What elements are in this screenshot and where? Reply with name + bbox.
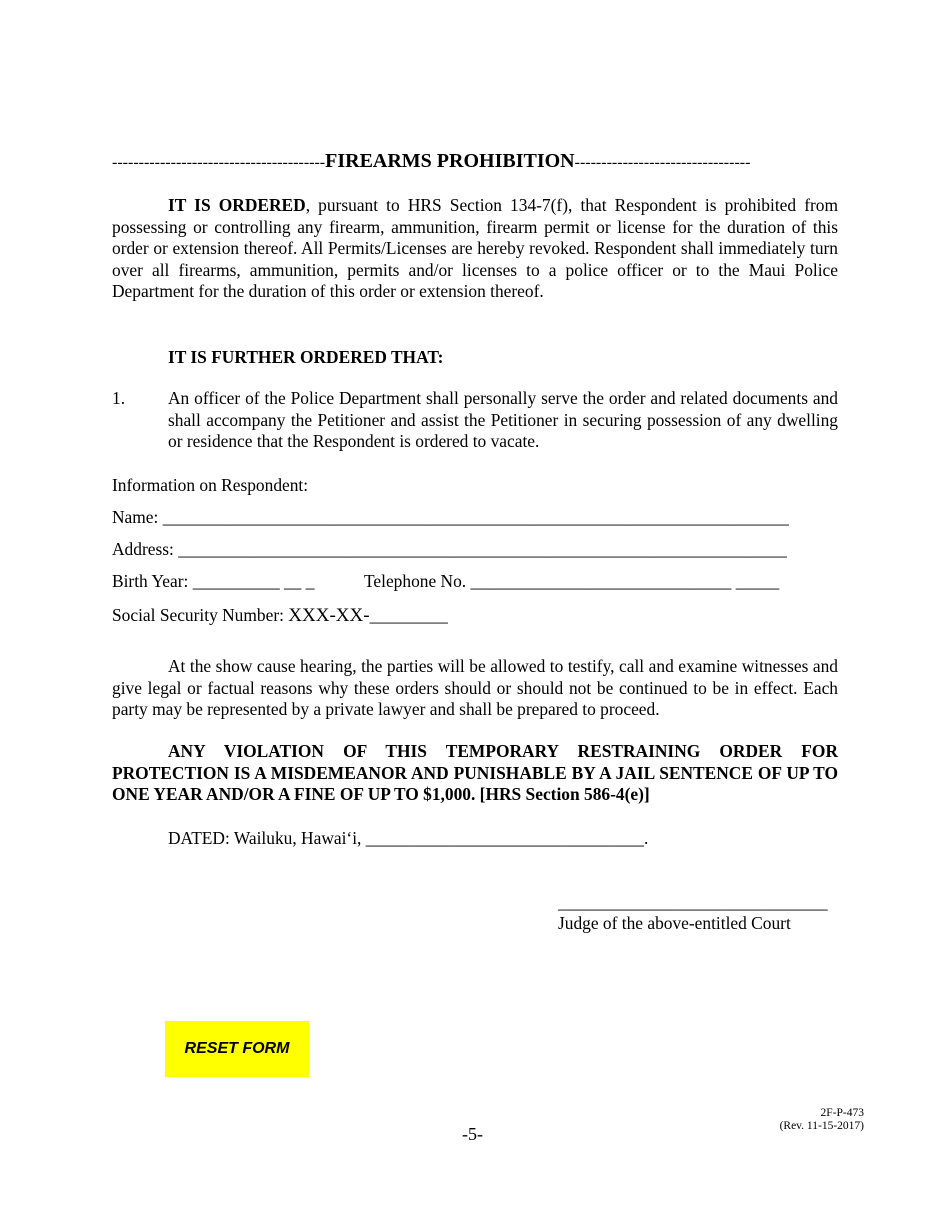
signature-line: _______________________________ xyxy=(558,892,828,912)
reset-form-button[interactable]: RESET FORM xyxy=(165,1021,309,1077)
ssn-prefix: XXX-XX- xyxy=(288,605,370,626)
birth-year-row xyxy=(112,570,314,592)
item-number: 1. xyxy=(112,388,126,408)
birth-year-field[interactable]: __________ __ _ xyxy=(192,571,315,591)
respondent-heading: Information on Respondent: xyxy=(112,475,309,495)
form-code-block xyxy=(730,1107,864,1133)
form-revision: (Rev. 11-15-2017) xyxy=(779,1120,864,1132)
section-heading xyxy=(112,148,838,176)
dated-row xyxy=(168,827,648,849)
address-label: Address: xyxy=(112,539,179,559)
ssn-label: Social Security Number: xyxy=(112,605,289,625)
violation-text: ANY VIOLATION OF THIS TEMPORARY RESTRAINING ORDER FOR PROTECTION IS A MISDEMEANOR AND PUNISHABLE BY A JAIL SENTENCE OF UP TO ONE YEAR AND/OR A FINE OF UP TO $1,000. [HRS Section 586-4(e)] xyxy=(112,741,838,804)
name-field[interactable]: ________________________________________________________________________ xyxy=(162,507,789,527)
signature-label: Judge of the above-entitled Court xyxy=(558,913,791,933)
dated-field[interactable]: ________________________________ xyxy=(365,828,644,848)
heading-right-dashes: --------------------------------- xyxy=(574,154,751,171)
page-number: -5- xyxy=(462,1124,483,1144)
hearing-text: At the show cause hearing, the parties will be allowed to testify, call and examine witnesses and give legal or factual reasons why these orders should or should not be continued to be in effect. Each party may be represented by a private lawyer and shall be prepared to proceed. xyxy=(112,656,838,719)
name-label: Name: xyxy=(112,507,163,527)
telephone-label: Telephone No. xyxy=(364,571,471,591)
hearing-paragraph xyxy=(112,656,838,721)
telephone-field[interactable]: ______________________________ _____ xyxy=(470,571,780,591)
ordered-lead: IT IS ORDERED xyxy=(168,195,306,215)
ordered-paragraph xyxy=(112,195,838,303)
further-ordered-heading: IT IS FURTHER ORDERED THAT: xyxy=(168,347,444,367)
address-row xyxy=(112,538,787,560)
ssn-field[interactable]: _________ xyxy=(369,605,448,625)
dated-end: . xyxy=(644,828,649,848)
item-text: An officer of the Police Department shall personally serve the order and related documents and shall accompany the Petitioner and assist the Petitioner in securing possession of any dwelling or residence that the Respondent is ordered to vacate. xyxy=(168,388,838,451)
heading-left-dashes: ---------------------------------------- xyxy=(112,154,326,171)
name-row xyxy=(112,506,789,528)
telephone-row xyxy=(364,570,779,592)
ssn-row xyxy=(112,604,448,627)
violation-paragraph xyxy=(112,741,838,806)
form-code: 2F-P-473 xyxy=(820,1107,864,1119)
ordered-text: , pursuant to HRS Section 134-7(f), that Respondent is prohibited from possessing or controlling any firearm, ammunition, firearm permit or license for the duration of this order or extension thereof. All Permits/Licenses are hereby revoked. Respondent shall immediately turn over all firearms, ammunition, permits and/or licenses to a police officer or to the Maui Police Department for the duration of this order or extension thereof. xyxy=(112,195,839,301)
address-field[interactable]: ______________________________________________________________________ xyxy=(178,539,787,559)
birth-year-label: Birth Year: xyxy=(112,571,193,591)
dated-label: DATED: Wailuku, Hawai‘i, xyxy=(168,828,366,848)
section-title: FIREARMS PROHIBITION xyxy=(325,150,575,172)
